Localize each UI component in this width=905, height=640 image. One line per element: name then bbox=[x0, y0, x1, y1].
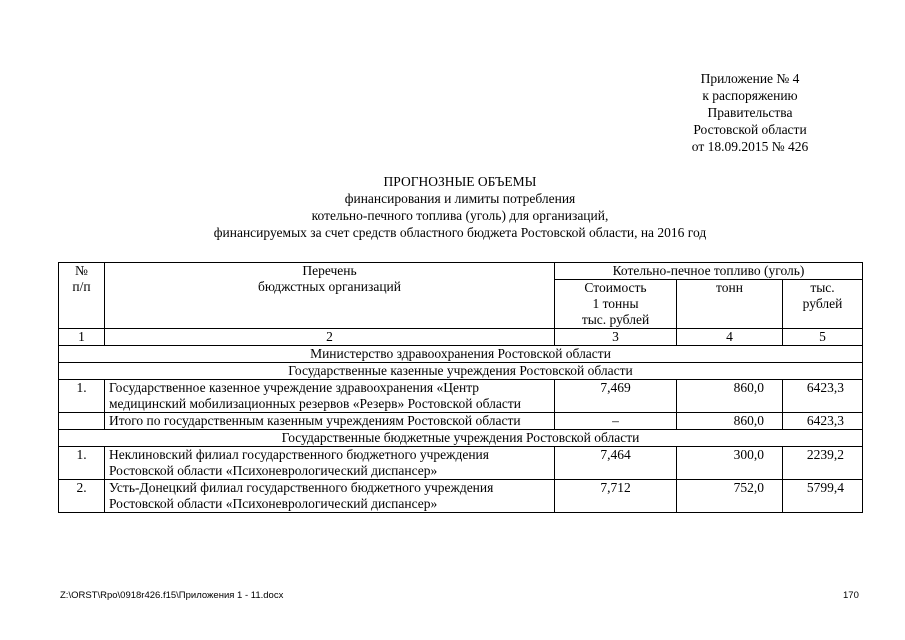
row-num: 1. bbox=[59, 380, 105, 413]
row-total: 6423,3 bbox=[783, 413, 863, 430]
row-total: 2239,2 bbox=[783, 447, 863, 480]
row-tons: 860,0 bbox=[677, 380, 783, 413]
row-num: 1. bbox=[59, 447, 105, 480]
row-name: Неклиновский филиал государственного бюджетного учреждения Ростовской области «Психоневрологический диспансер» bbox=[105, 447, 555, 480]
row-name: Итого по государственным казенным учреждениям Ростовской области bbox=[105, 413, 555, 430]
section-row bbox=[59, 430, 863, 447]
header-thousand: тыс. рублей bbox=[783, 280, 863, 329]
row-name: Государственное казенное учреждение здравоохранения «Центр медицинский мобилизационных резервов «Резерв» Ростовской области bbox=[105, 380, 555, 413]
section-kazen: Государственные казенные учреждения Ростовской области bbox=[59, 363, 863, 380]
row-total: 6423,3 bbox=[783, 380, 863, 413]
row-cost: 7,464 bbox=[555, 447, 677, 480]
annex-line: от 18.09.2015 № 426 bbox=[691, 139, 809, 154]
section-row bbox=[59, 363, 863, 380]
row-cost: 7,712 bbox=[555, 480, 677, 513]
title-line: финансирования и лимиты потребления bbox=[344, 191, 576, 206]
header-num: № п/п bbox=[59, 263, 105, 329]
row-tons: 300,0 bbox=[677, 447, 783, 480]
row-name: Усть-Донецкий филиал государственного бюджетного учреждения Ростовской области «Психоневрологический диспансер» bbox=[105, 480, 555, 513]
row-total: 5799,4 bbox=[783, 480, 863, 513]
column-number-row bbox=[59, 329, 863, 346]
row-cost: 7,469 bbox=[555, 380, 677, 413]
footer-page-number: 170 bbox=[843, 590, 859, 601]
section-budget: Государственные бюджетные учреждения Ростовской области bbox=[59, 430, 863, 447]
col-number: 2 bbox=[105, 329, 555, 346]
document-title bbox=[0, 173, 905, 241]
row-tons: 860,0 bbox=[677, 413, 783, 430]
fuel-table bbox=[58, 262, 863, 513]
subtotal-row bbox=[59, 413, 863, 430]
annex-line: Приложение № 4 bbox=[700, 71, 800, 86]
title-line: котельно-печного топлива (уголь) для организаций, bbox=[311, 208, 609, 223]
annex-line: Правительства bbox=[707, 105, 793, 120]
section-ministry: Министерство здравоохранения Ростовской области bbox=[59, 346, 863, 363]
table-row bbox=[59, 480, 863, 513]
col-number: 1 bbox=[59, 329, 105, 346]
col-number: 3 bbox=[555, 329, 677, 346]
annex-line: Ростовской области bbox=[693, 122, 807, 137]
row-cost: – bbox=[555, 413, 677, 430]
row-num bbox=[59, 413, 105, 430]
table-row bbox=[59, 447, 863, 480]
section-row bbox=[59, 346, 863, 363]
col-number: 4 bbox=[677, 329, 783, 346]
table-row bbox=[59, 380, 863, 413]
footer-file-path: Z:\ORST\Rpo\0918r426.f15\Приложения 1 - 11.docx bbox=[60, 590, 284, 601]
row-tons: 752,0 bbox=[677, 480, 783, 513]
header-tons: тонн bbox=[677, 280, 783, 329]
row-num: 2. bbox=[59, 480, 105, 513]
header-org: Перечень бюджстных организаций bbox=[105, 263, 555, 329]
header-cost: Стоимость 1 тонны тыс. рублей bbox=[555, 280, 677, 329]
title-line: ПРОГНОЗНЫЕ ОБЪЕМЫ bbox=[383, 174, 537, 189]
header-fuel-group: Котельно-печное топливо (уголь) bbox=[555, 263, 863, 280]
col-number: 5 bbox=[783, 329, 863, 346]
title-line: финансируемых за счет средств областного бюджета Ростовской области, на 2016 год bbox=[213, 225, 707, 240]
annex-line: к распоряжению bbox=[702, 88, 798, 103]
header-row bbox=[59, 263, 863, 280]
annex-block bbox=[660, 70, 840, 155]
